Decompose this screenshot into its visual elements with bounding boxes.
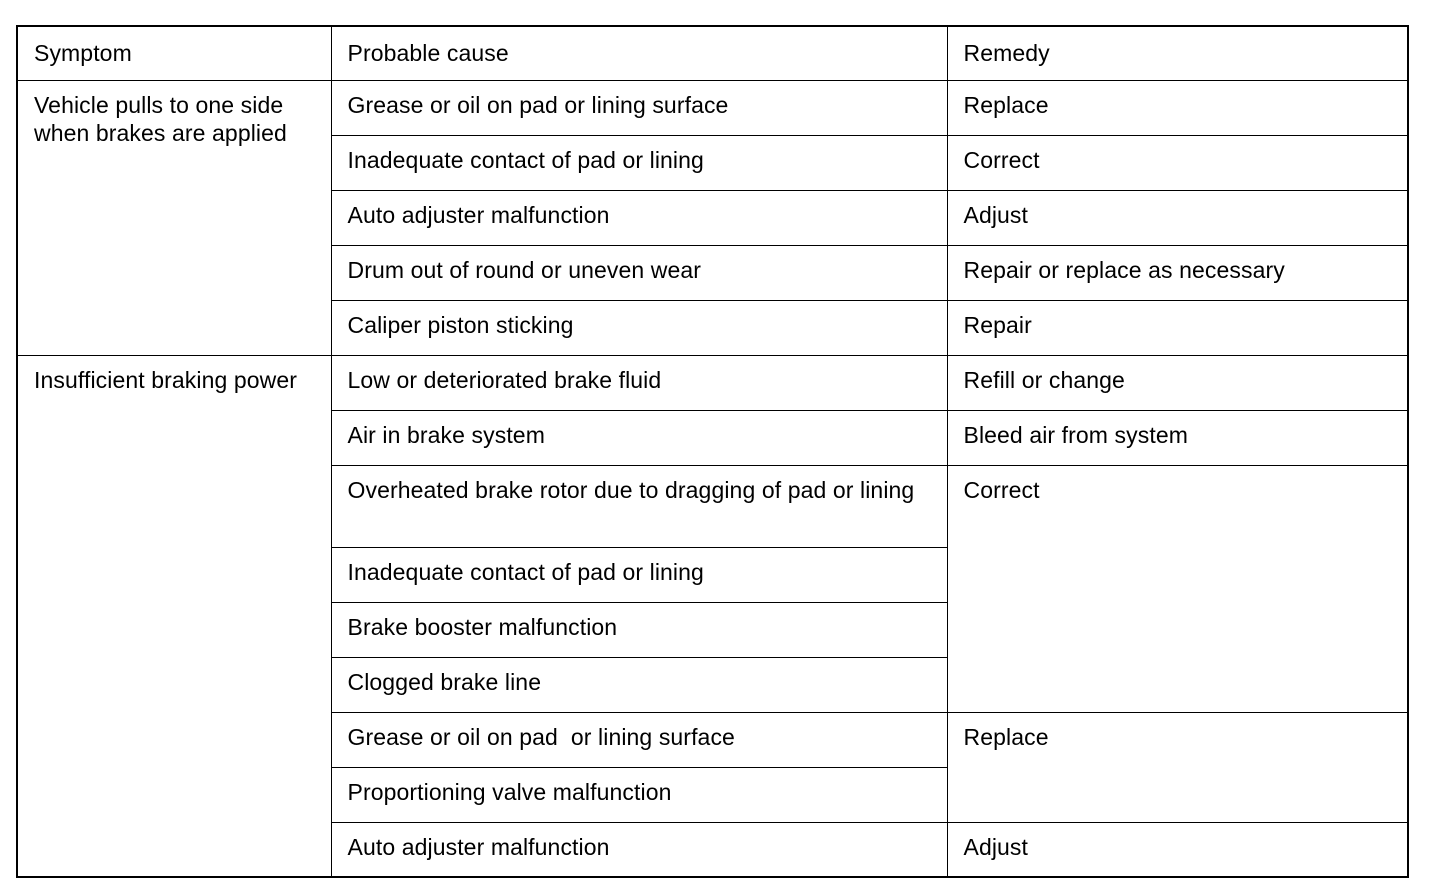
cause-cell: Clogged brake line — [331, 657, 947, 712]
cause-cell: Caliper piston sticking — [331, 300, 947, 355]
cause-cell: Air in brake system — [331, 410, 947, 465]
cause-cell: Overheated brake rotor due to dragging of pad or lining — [331, 465, 947, 547]
cause-cell: Grease or oil on pad or lining surface — [331, 80, 947, 135]
remedy-cell: Correct — [947, 135, 1408, 190]
cause-cell: Inadequate contact of pad or lining — [331, 135, 947, 190]
cause-cell: Auto adjuster malfunction — [331, 190, 947, 245]
header-symptom: Symptom — [17, 26, 331, 80]
troubleshooting-table — [16, 25, 1409, 878]
remedy-cell: Replace — [947, 712, 1408, 822]
table-row — [17, 355, 1408, 410]
cause-cell: Proportioning valve malfunction — [331, 767, 947, 822]
table-header-row — [17, 26, 1408, 80]
symptom-cell: Insufficient braking power — [17, 355, 331, 877]
cause-cell: Brake booster malfunction — [331, 602, 947, 657]
cause-cell: Grease or oil on pad or lining surface — [331, 712, 947, 767]
remedy-cell: Repair — [947, 300, 1408, 355]
symptom-cell: Vehicle pulls to one side when brakes are applied — [17, 80, 331, 355]
cause-cell: Inadequate contact of pad or lining — [331, 547, 947, 602]
header-probable-cause: Probable cause — [331, 26, 947, 80]
cause-cell: Low or deteriorated brake fluid — [331, 355, 947, 410]
remedy-cell: Replace — [947, 80, 1408, 135]
remedy-cell: Adjust — [947, 190, 1408, 245]
remedy-cell: Repair or replace as necessary — [947, 245, 1408, 300]
cause-cell: Auto adjuster malfunction — [331, 822, 947, 877]
remedy-cell: Refill or change — [947, 355, 1408, 410]
remedy-cell: Adjust — [947, 822, 1408, 877]
cause-cell: Drum out of round or uneven wear — [331, 245, 947, 300]
header-remedy: Remedy — [947, 26, 1408, 80]
remedy-cell: Correct — [947, 465, 1408, 712]
table-row — [17, 80, 1408, 135]
remedy-cell: Bleed air from system — [947, 410, 1408, 465]
